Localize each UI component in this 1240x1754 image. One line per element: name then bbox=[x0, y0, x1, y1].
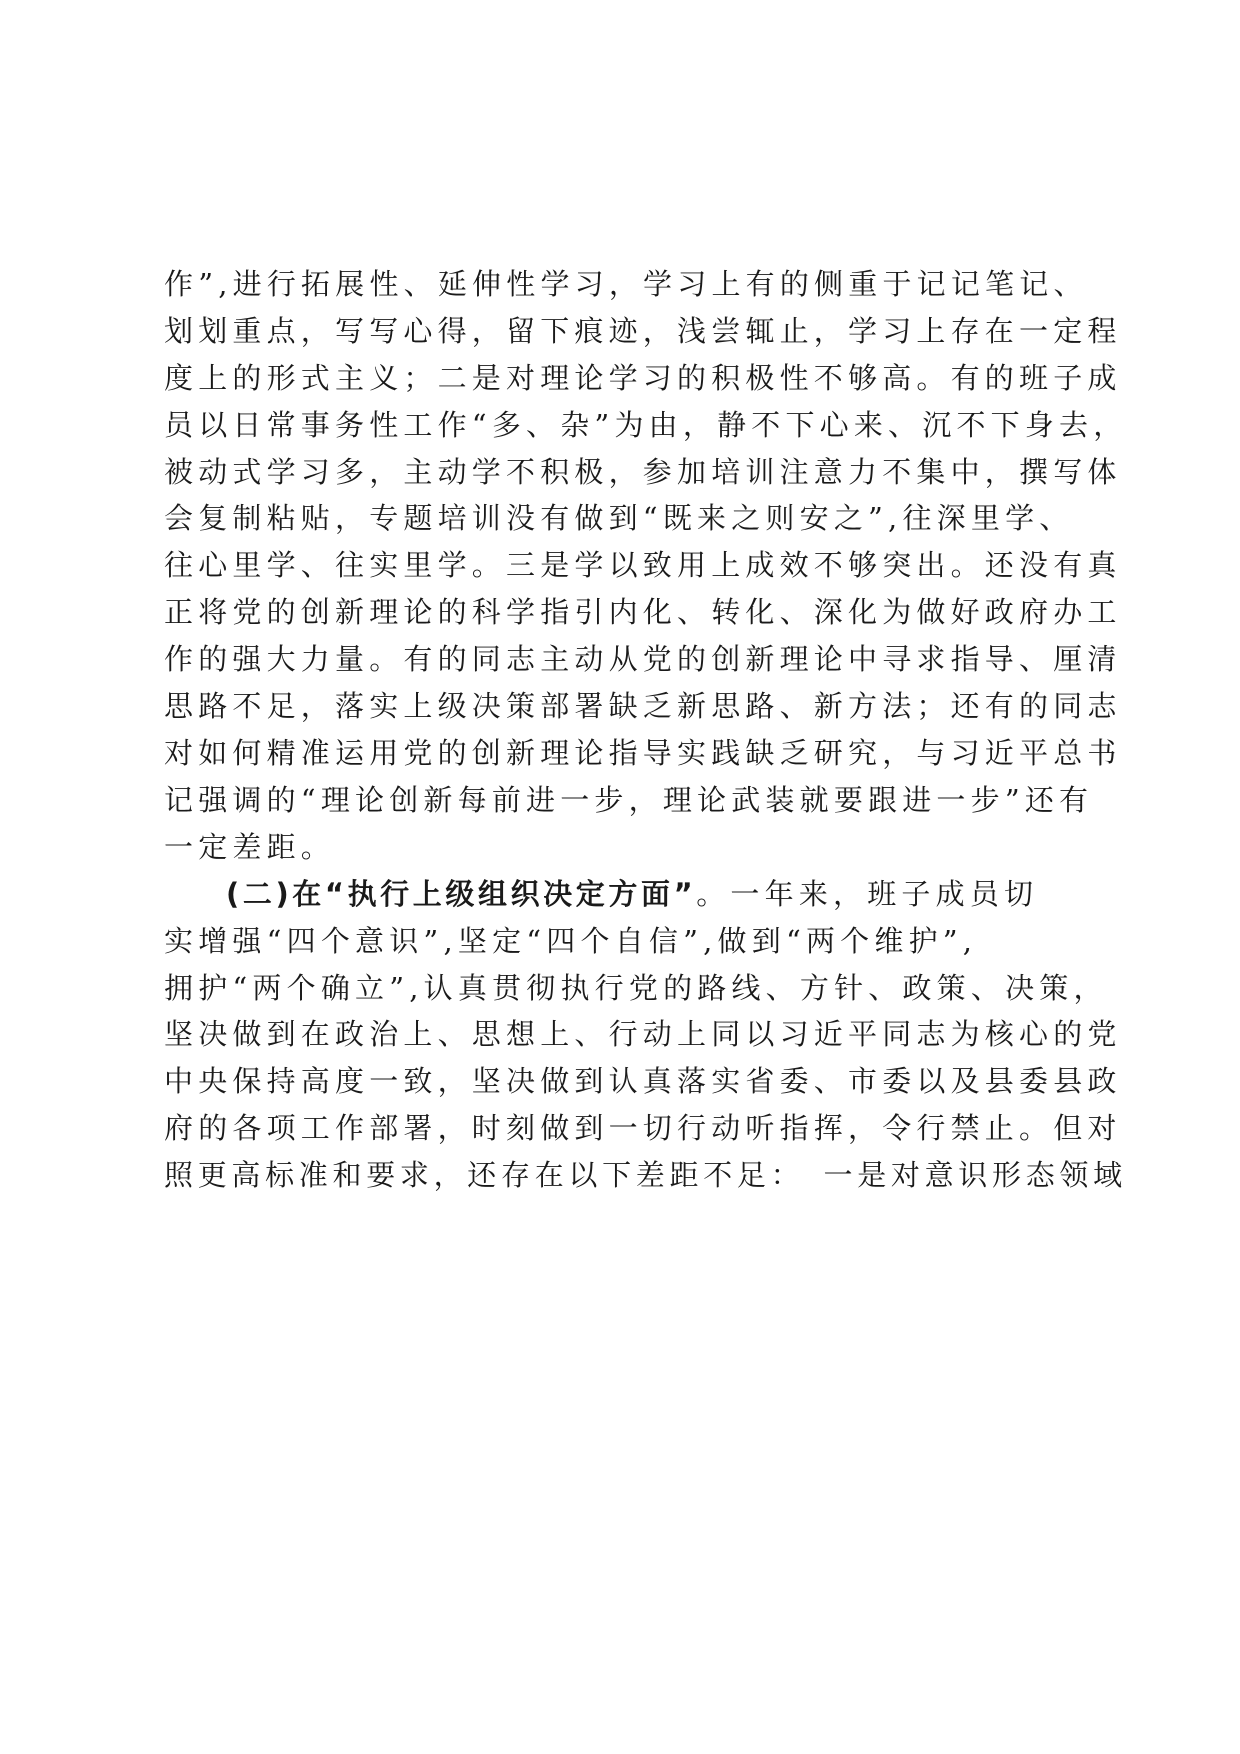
paragraph-line: 拥护“两个确立”,认真贯彻执行党的路线、方针、政策、决策， bbox=[164, 971, 1108, 1005]
paragraph-line: 正将党的创新理论的科学指引内化、转化、深化为做好政府办工 bbox=[164, 595, 1122, 629]
paragraph-line: 往心里学、往实里学。三是学以致用上成效不够突出。还没有真 bbox=[164, 548, 1122, 582]
paragraph-line: 对如何精准运用党的创新理论指导实践缺乏研究，与习近平总书 bbox=[164, 736, 1122, 770]
paragraph-line: 府的各项工作部署，时刻做到一切行动听指挥，令行禁止。但对 bbox=[164, 1111, 1122, 1145]
paragraph-line: 中央保持高度一致，坚决做到认真落实省委、市委以及县委县政 bbox=[164, 1064, 1122, 1098]
paragraph-line: 坚决做到在政治上、思想上、行动上同以习近平同志为核心的党 bbox=[164, 1017, 1122, 1051]
section-heading: (二)在“执行上级组织决定方面” bbox=[226, 877, 697, 911]
paragraph-line: 度上的形式主义；二是对理论学习的积极性不够高。有的班子成 bbox=[164, 361, 1122, 395]
paragraph-line: 会复制粘贴，专题培训没有做到“既来之则安之”,往深里学、 bbox=[164, 501, 1074, 535]
paragraph-line: 被动式学习多，主动学不积极，参加培训注意力不集中，撰写体 bbox=[164, 455, 1122, 489]
paragraph-line: 一定差距。 bbox=[164, 830, 336, 864]
paragraph-line: 员以日常事务性工作“多、杂”为由，静不下心来、沉不下身去， bbox=[164, 408, 1128, 442]
paragraph-line: 照更高标准和要求，还存在以下差距不足： 一是对意识形态领域 bbox=[164, 1158, 1127, 1192]
paragraph-line: 划划重点，写写心得，留下痕迹，浅尝辄止，学习上存在一定程 bbox=[164, 314, 1122, 348]
section-heading-tail: 。一年来，班子成员切 bbox=[696, 877, 1039, 911]
paragraph-line: 实增强“四个意识”,坚定“四个自信”,做到“两个维护”, bbox=[164, 924, 978, 958]
paragraph-line: 记强调的“理论创新每前进一步，理论武装就要跟进一步”还有 bbox=[164, 783, 1094, 817]
section-heading-line bbox=[226, 874, 1038, 914]
paragraph-line: 作的强大力量。有的同志主动从党的创新理论中寻求指导、厘清 bbox=[164, 642, 1122, 676]
paragraph-line: 作”,进行拓展性、延伸性学习，学习上有的侧重于记记笔记、 bbox=[164, 267, 1088, 301]
paragraph-line: 思路不足，落实上级决策部署缺乏新思路、新方法；还有的同志 bbox=[164, 689, 1122, 723]
